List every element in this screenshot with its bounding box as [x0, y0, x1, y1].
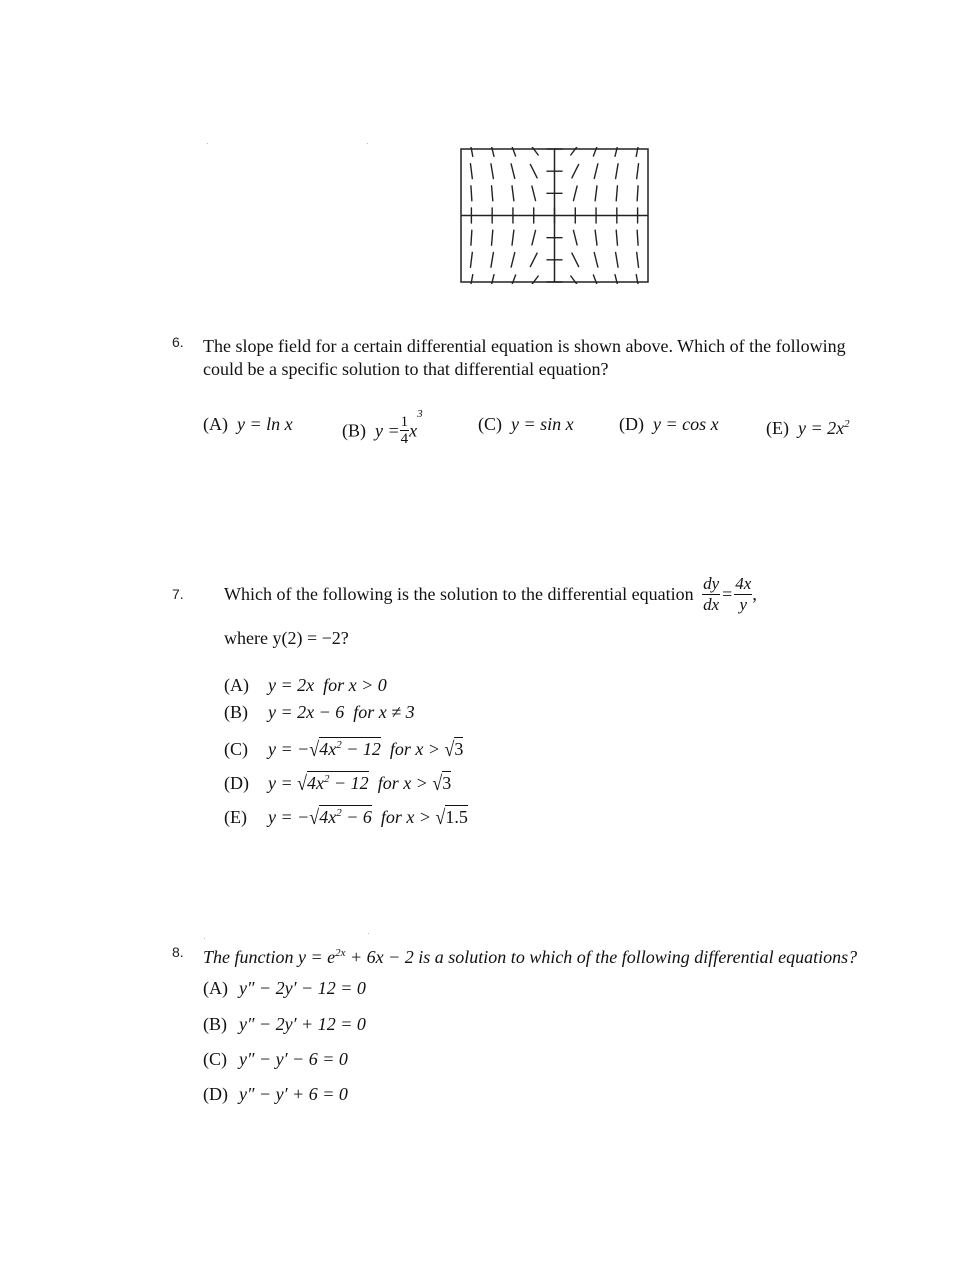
choice-expression: y = cos x: [653, 414, 719, 434]
slope-segment: [471, 186, 472, 201]
q8-choice-a: [203, 978, 366, 999]
denominator: dx: [703, 595, 720, 614]
slope-segment: [492, 186, 493, 201]
scan-speck: [367, 143, 368, 144]
slope-segment: [595, 186, 597, 201]
slope-segment: [637, 252, 639, 267]
slope-segment: [530, 164, 537, 177]
choice-label: (B): [342, 420, 366, 441]
slope-segment: [573, 186, 577, 201]
exponent: 2: [844, 418, 850, 430]
denominator: 4: [400, 431, 409, 448]
square-root: √3: [444, 737, 464, 761]
question-number: 6.: [172, 334, 184, 350]
prompt-suffix: + 6x − 2 is a solution to which of the following differential equations?: [345, 947, 858, 967]
numerator: 4x: [735, 574, 752, 593]
square-root: $√4x^2 - 12$: [309, 737, 381, 761]
slope-segment: [594, 164, 598, 179]
choice-label: (C): [478, 414, 502, 434]
radicand: 4x: [307, 773, 325, 793]
exponent: 2: [324, 773, 330, 785]
choice-label: (D): [224, 773, 249, 793]
q8-choice-b: [203, 1014, 366, 1035]
question-6-line-2: could be a specific solution to that differential equation?: [203, 359, 609, 379]
radicand: 3: [442, 773, 452, 793]
slope-field-figure: [459, 147, 650, 284]
choice-expression-prefix: y = −: [268, 807, 310, 827]
choice-expression-prefix: y = −: [268, 739, 310, 759]
rhs-fraction: [734, 574, 752, 615]
choice-expression: y″ − y′ + 6 = 0: [239, 1084, 348, 1104]
question-7-initial-condition: where y(2) = −2?: [224, 628, 349, 648]
choice-label: (A): [203, 978, 228, 998]
slope-segment: [511, 253, 515, 268]
choice-label: (B): [224, 702, 248, 722]
radicand: 4x: [319, 807, 337, 827]
q7-choice-d: [224, 771, 451, 794]
q8-choice-c: [203, 1049, 348, 1070]
slope-segment: [573, 230, 577, 245]
q6-choice-b: [342, 403, 423, 447]
scan-speck: [368, 933, 369, 934]
square-root: √3: [432, 771, 452, 795]
slope-segment: [637, 186, 638, 201]
question-number: 7.: [172, 586, 184, 602]
derivative-fraction: [702, 574, 720, 615]
slope-segment: [637, 230, 638, 245]
prompt-text: Which of the following is the solution to the differential equation: [224, 584, 694, 604]
choice-label: (C): [224, 739, 248, 759]
question-8-prompt: [203, 942, 857, 969]
choice-expression: y = 2x: [797, 418, 845, 438]
slope-segment: [572, 253, 579, 266]
slope-segment: [512, 230, 514, 245]
denominator: y: [734, 594, 752, 615]
radicand: 3: [454, 739, 464, 759]
slope-segment: [471, 230, 472, 245]
numerator: dy: [703, 574, 720, 593]
q8-choice-d: [203, 1084, 348, 1105]
slope-segment: [616, 252, 618, 267]
q6-choice-d: [619, 413, 719, 436]
slope-segment: [491, 164, 493, 179]
slope-segment: [529, 147, 538, 155]
exponent: 2: [336, 739, 342, 751]
question-number: 8.: [172, 944, 184, 960]
radicand-tail: − 12: [341, 739, 381, 759]
slope-segment: [571, 147, 580, 155]
slope-segment: [529, 276, 538, 284]
exponent: 2x: [335, 947, 346, 959]
square-root: √1.5: [435, 805, 468, 829]
choice-condition: for x ≠ 3: [353, 702, 415, 722]
condition-prefix: for x >: [380, 807, 436, 827]
exponent: 3: [417, 408, 423, 420]
choice-label: (C): [203, 1049, 227, 1069]
q6-choice-c: [478, 413, 574, 436]
equals-sign: =: [722, 584, 733, 604]
choice-label: (E): [766, 418, 789, 438]
q7-choice-e: [224, 805, 468, 828]
slope-segment: [616, 186, 617, 201]
slope-segment: [492, 230, 493, 245]
scan-speck: [207, 143, 208, 144]
slope-segment: [511, 164, 515, 179]
radicand-tail: − 12: [329, 773, 369, 793]
slope-segment: [532, 230, 536, 245]
choice-label: (D): [203, 1084, 228, 1104]
numerator: 1: [400, 414, 409, 431]
q6-choice-a: [203, 413, 293, 436]
choice-expression: y″ − 2y′ + 12 = 0: [239, 1014, 366, 1034]
slope-segment: [572, 164, 579, 177]
q7-choice-b: [224, 702, 415, 723]
radicand: 1.5: [445, 807, 468, 827]
choice-label: (A): [224, 675, 249, 695]
radicand-tail: − 6: [341, 807, 372, 827]
choice-label: (A): [203, 414, 228, 434]
square-root: $√4x^2 - 6$: [309, 805, 372, 829]
choice-label: (B): [203, 1014, 227, 1034]
choice-expression: y″ − y′ − 6 = 0: [239, 1049, 348, 1069]
choice-expression: y = 2x − 6: [268, 702, 345, 722]
question-7-prompt: [224, 574, 757, 615]
choice-expression-prefix: y =: [268, 773, 298, 793]
choice-expression: y = ln x: [237, 414, 293, 434]
square-root: $√4x^2 - 12$: [297, 771, 369, 795]
slope-segment: [491, 252, 493, 267]
slope-segment: [512, 186, 514, 201]
choice-expression-lhs: y =: [375, 420, 400, 441]
comma: ,: [752, 584, 757, 604]
choice-label: (E): [224, 807, 247, 827]
slope-segment: [470, 252, 472, 267]
choice-label: (D): [619, 414, 644, 434]
q6-choice-e: [766, 413, 850, 440]
choice-expression: y = 2x: [268, 675, 315, 695]
variable: x: [409, 420, 418, 441]
slope-segment: [595, 230, 597, 245]
choice-expression: y = sin x: [511, 414, 574, 434]
exponent: 2: [336, 807, 342, 819]
q7-choice-c: [224, 737, 463, 760]
fraction: [400, 414, 410, 447]
radicand: 4x: [319, 739, 337, 759]
condition-prefix: for x >: [377, 773, 433, 793]
slope-segment: [616, 164, 618, 179]
question-6-line-1: The slope field for a certain differential equation is shown above. Which of the following: [203, 336, 846, 356]
choice-condition: for x > 0: [323, 675, 387, 695]
slope-segment: [532, 186, 536, 201]
slope-segment: [571, 276, 580, 284]
slope-segment: [470, 164, 472, 179]
scan-speck: [204, 938, 205, 939]
slope-segment: [616, 230, 617, 245]
slope-segment: [530, 253, 537, 266]
q7-choice-a: [224, 675, 387, 696]
choice-expression: y″ − 2y′ − 12 = 0: [239, 978, 366, 998]
slope-segment: [594, 253, 598, 268]
condition-prefix: for x >: [389, 739, 445, 759]
prompt-prefix: The function y = e: [203, 947, 336, 967]
slope-segment: [637, 164, 639, 179]
